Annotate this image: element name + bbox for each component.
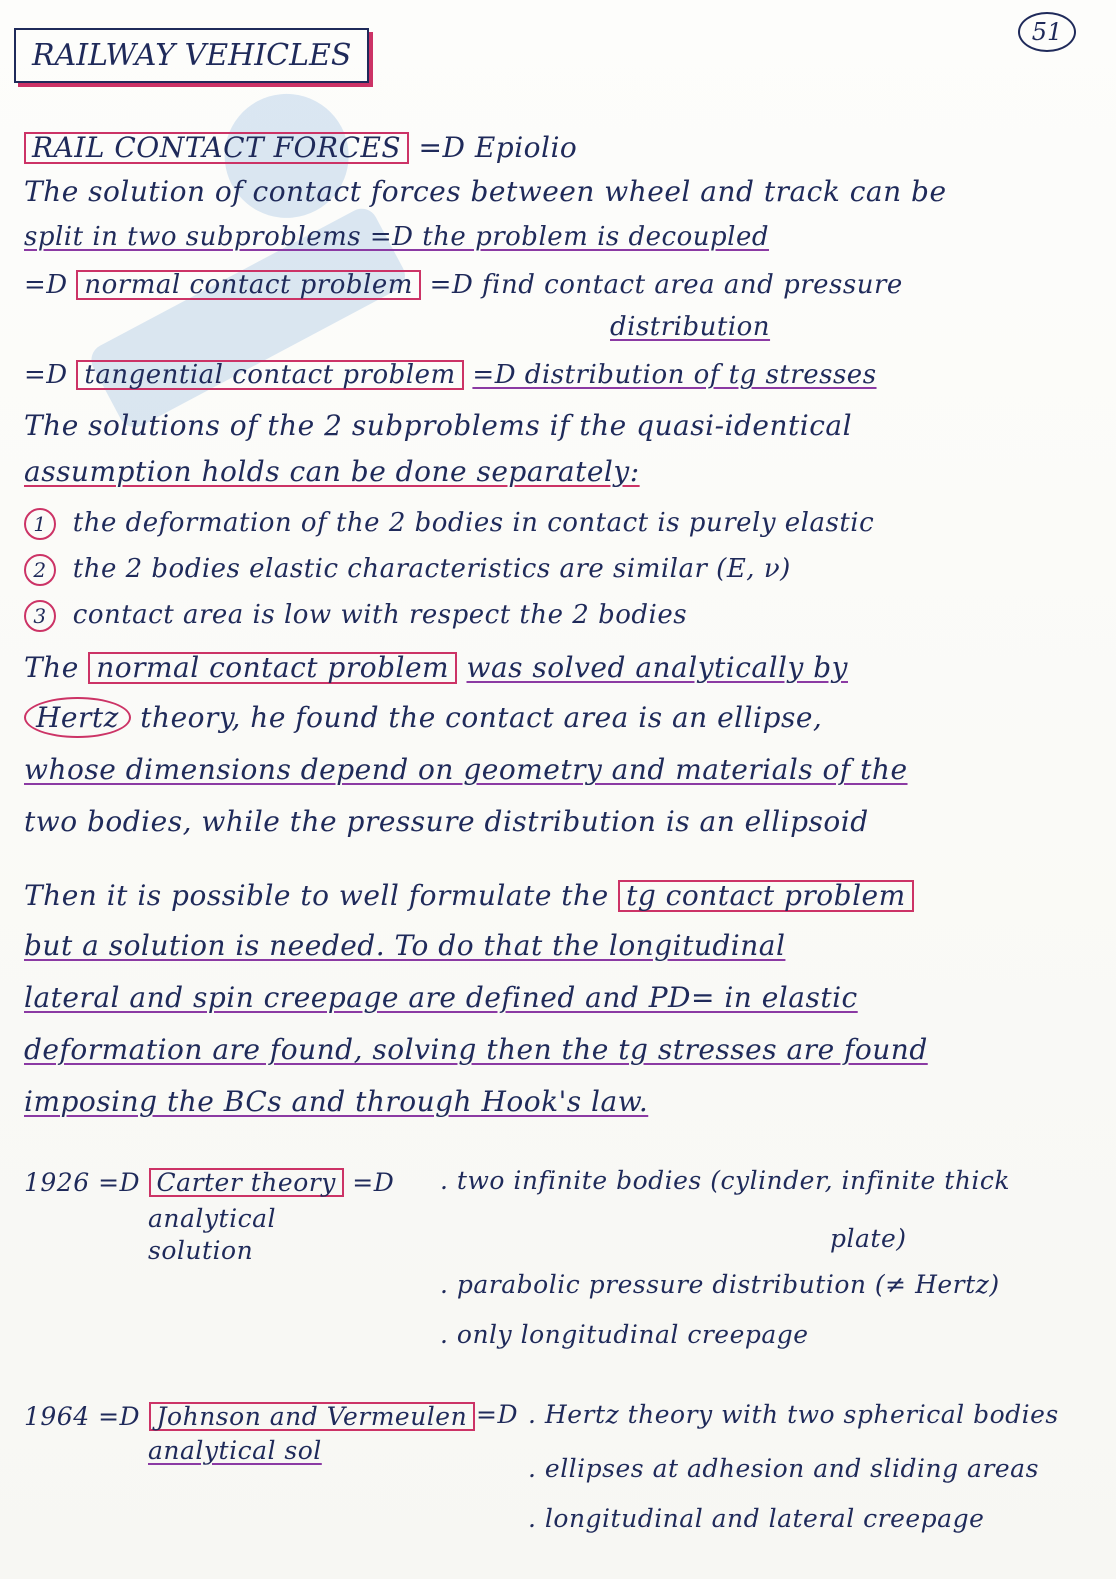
assumption-number-2: 2 (24, 554, 56, 586)
tangential-contact-problem-description: =D distribution of tg stresses (472, 360, 877, 390)
assumption-item-1 (24, 508, 874, 540)
history-arrow2-1964: =D (476, 1400, 518, 1429)
paragraph-3-line-4: two bodies, while the pressure distribution is an ellipsoid (24, 805, 869, 838)
history-point-1926-2: plate) (830, 1224, 907, 1253)
history-arrow-1964: =D (98, 1402, 141, 1431)
history-sub-1964-1: analytical sol (148, 1436, 322, 1465)
paragraph-4-start: Then it is possible to well formulate the (24, 879, 609, 912)
assumption-item-3 (24, 600, 687, 632)
section-heading: RAIL CONTACT FORCES (24, 132, 409, 164)
arrow-text: =D (24, 270, 68, 300)
paragraph-3-end: was solved analytically by (466, 651, 848, 684)
normal-contact-problem-highlight: normal contact problem (88, 652, 457, 684)
section-heading-arrow: =D Epiolio (418, 131, 578, 164)
history-method-1926: Carter theory (149, 1168, 344, 1197)
history-point-1964-1: . Hertz theory with two spherical bodies (528, 1400, 1059, 1429)
paragraph-4-line-1 (24, 880, 914, 912)
assumption-number-1: 1 (24, 508, 56, 540)
history-sub-1926-2: solution (148, 1236, 254, 1265)
paragraph-2-line-1: The solutions of the 2 subproblems if the quasi-identical (24, 409, 853, 442)
paragraph-1-line-3 (24, 270, 903, 300)
assumption-text-2: the 2 bodies elastic characteristics are similar (E, ν) (72, 554, 791, 584)
history-sub-1926-1: analytical (148, 1204, 276, 1233)
assumption-item-2 (24, 554, 791, 586)
tg-contact-problem-label: tg contact problem (618, 880, 914, 912)
assumption-number-3: 3 (24, 600, 56, 632)
history-arrow2-1926: =D (352, 1168, 395, 1197)
history-1926-line (24, 1168, 394, 1197)
history-point-1964-2: . ellipses at adhesion and sliding areas (528, 1454, 1039, 1483)
history-year-1964: 1964 (24, 1402, 90, 1431)
paragraph-3-line-2 (24, 701, 823, 734)
page-number: 51 (1018, 12, 1076, 52)
paragraph-4-line-5: imposing the BCs and through Hook's law. (24, 1085, 649, 1118)
history-point-1926-4: . only longitudinal creepage (440, 1320, 809, 1349)
hertz-label: Hertz (24, 697, 131, 738)
history-point-1926-3: . parabolic pressure distribution (≠ Hertz) (440, 1270, 1000, 1299)
history-year-1926: 1926 (24, 1168, 90, 1197)
history-point-1964-3: . longitudinal and lateral creepage (528, 1504, 985, 1533)
paragraph-3-line-1 (24, 652, 848, 684)
history-method-1964: Johnson and Vermeulen (149, 1402, 476, 1431)
paragraph-4-line-2: but a solution is needed. To do that the longitudinal (24, 929, 786, 962)
normal-contact-problem-label: normal contact problem (76, 270, 420, 300)
assumption-text-3: contact area is low with respect the 2 bodies (72, 600, 688, 630)
assumption-text-1: the deformation of the 2 bodies in contact is purely elastic (72, 508, 875, 538)
history-1964-line (24, 1402, 475, 1431)
paragraph-3-line-2-rest: theory, he found the contact area is an ellipse, (140, 701, 823, 734)
tangential-contact-problem-label: tangential contact problem (76, 360, 463, 390)
page-title: RAILWAY VEHICLES (14, 28, 369, 83)
history-arrow-1926: =D (98, 1168, 141, 1197)
paragraph-2-line-2: assumption holds can be done separately: (24, 455, 640, 488)
history-point-1926-1: . two infinite bodies (cylinder, infinite thick (440, 1166, 1011, 1195)
paragraph-3-line-3: whose dimensions depend on geometry and materials of the (24, 753, 908, 786)
paragraph-1-line-2: split in two subproblems =D the problem is decoupled (24, 222, 769, 252)
paragraph-4-line-4: deformation are found, solving then the tg stresses are found (24, 1033, 928, 1066)
normal-contact-problem-description: =D find contact area and pressure (429, 270, 903, 300)
paragraph-3-start: The (24, 651, 79, 684)
arrow-text: =D (24, 360, 68, 390)
section-heading-line (24, 132, 577, 164)
paragraph-4-line-3: lateral and spin creepage are defined and PD= in elastic (24, 981, 858, 1014)
paragraph-1-line-4: distribution (610, 312, 771, 342)
paragraph-1-line-5 (24, 360, 877, 390)
paragraph-1-line-1: The solution of contact forces between wheel and track can be (24, 175, 947, 208)
